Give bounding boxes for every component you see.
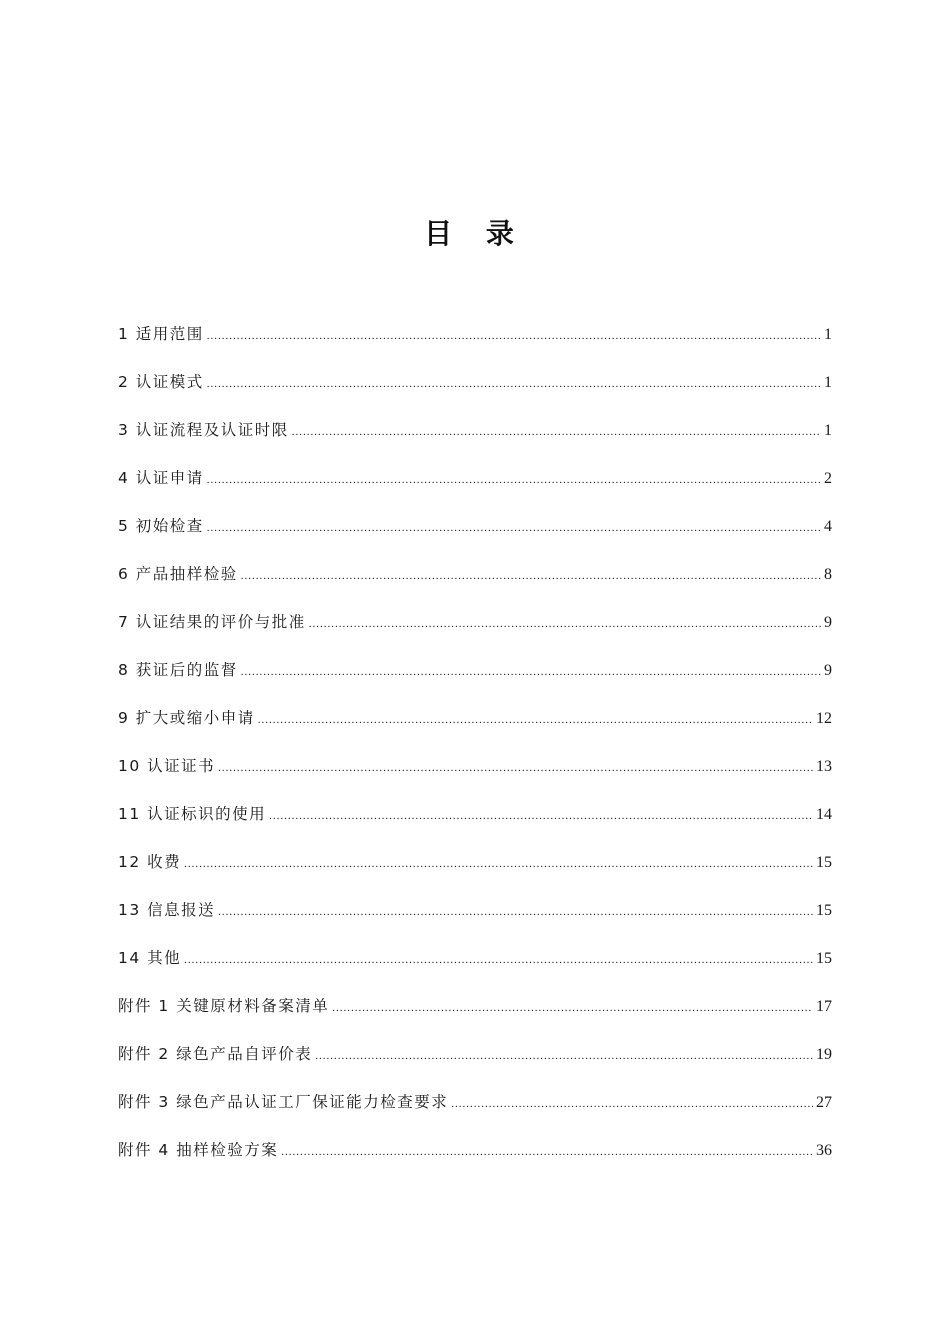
toc-entry-page: 1 — [824, 326, 832, 343]
toc-entry-label: 6 产品抽样检验 — [118, 565, 238, 583]
toc-entry-page: 9 — [824, 614, 832, 631]
toc-entry-label: 附件 2 绿色产品自评价表 — [118, 1045, 313, 1063]
toc-entry-page: 19 — [816, 1046, 832, 1063]
toc-dot-leader — [218, 750, 813, 786]
toc-entry-label: 12 收费 — [118, 853, 182, 871]
toc-entry-page: 27 — [816, 1094, 832, 1111]
toc-entry-page: 14 — [816, 806, 832, 823]
toc-entry-label: 5 初始检查 — [118, 517, 204, 535]
toc-entry-label: 10 认证证书 — [118, 757, 216, 775]
toc-entry-label: 9 扩大或缩小申请 — [118, 709, 255, 727]
toc-dot-leader — [309, 606, 821, 642]
toc-entry-page: 15 — [816, 950, 832, 967]
toc-entry-label: 2 认证模式 — [118, 373, 204, 391]
toc-entry[interactable] — [118, 556, 832, 604]
toc-entry-label: 附件 3 绿色产品认证工厂保证能力检查要求 — [118, 1093, 449, 1111]
toc-dot-leader — [207, 510, 821, 546]
toc-dot-leader — [241, 654, 821, 690]
toc-dot-leader — [332, 990, 813, 1026]
toc-dot-leader — [258, 702, 813, 738]
toc-dot-leader — [184, 846, 813, 882]
toc-entry[interactable] — [118, 652, 832, 700]
toc-entry-label: 8 获证后的监督 — [118, 661, 238, 679]
toc-dot-leader — [292, 414, 821, 450]
toc-dot-leader — [184, 942, 813, 978]
toc-dot-leader — [241, 558, 821, 594]
toc-dot-leader — [207, 366, 821, 402]
toc-entry[interactable] — [118, 796, 832, 844]
toc-list — [118, 316, 832, 1180]
toc-entry[interactable] — [118, 748, 832, 796]
toc-entry-label: 附件 1 关键原材料备案清单 — [118, 997, 330, 1015]
toc-entry-page: 15 — [816, 902, 832, 919]
toc-entry[interactable] — [118, 460, 832, 508]
toc-entry[interactable] — [118, 1084, 832, 1132]
toc-entry[interactable] — [118, 508, 832, 556]
toc-entry[interactable] — [118, 940, 832, 988]
toc-entry-label: 附件 4 抽样检验方案 — [118, 1141, 279, 1159]
toc-dot-leader — [207, 462, 821, 498]
toc-entry-label: 3 认证流程及认证时限 — [118, 421, 289, 439]
toc-dot-leader — [451, 1086, 813, 1122]
toc-entry-label: 14 其他 — [118, 949, 182, 967]
toc-entry[interactable] — [118, 412, 832, 460]
toc-entry[interactable] — [118, 1036, 832, 1084]
toc-entry-page: 1 — [824, 374, 832, 391]
toc-entry[interactable] — [118, 892, 832, 940]
toc-entry-page: 12 — [816, 710, 832, 727]
toc-entry-label: 1 适用范围 — [118, 325, 204, 343]
toc-dot-leader — [218, 894, 813, 930]
toc-dot-leader — [281, 1134, 813, 1170]
toc-entry-label: 11 认证标识的使用 — [118, 805, 267, 823]
toc-entry[interactable] — [118, 844, 832, 892]
toc-entry-page: 17 — [816, 998, 832, 1015]
toc-entry[interactable] — [118, 1132, 832, 1180]
toc-entry-page: 8 — [824, 566, 832, 583]
toc-dot-leader — [207, 318, 821, 354]
toc-entry[interactable] — [118, 988, 832, 1036]
toc-entry[interactable] — [118, 364, 832, 412]
toc-entry-label: 4 认证申请 — [118, 469, 204, 487]
toc-entry[interactable] — [118, 700, 832, 748]
toc-entry-label: 13 信息报送 — [118, 901, 216, 919]
toc-entry-label: 7 认证结果的评价与批准 — [118, 613, 306, 631]
toc-dot-leader — [269, 798, 813, 834]
toc-entry-page: 13 — [816, 758, 832, 775]
toc-entry[interactable] — [118, 604, 832, 652]
toc-entry-page: 15 — [816, 854, 832, 871]
toc-entry-page: 1 — [824, 422, 832, 439]
toc-dot-leader — [315, 1038, 813, 1074]
toc-entry-page: 9 — [824, 662, 832, 679]
toc-title: 目 录 — [424, 217, 526, 250]
toc-entry[interactable] — [118, 316, 832, 364]
toc-entry-page: 36 — [816, 1142, 832, 1159]
toc-entry-page: 4 — [824, 518, 832, 535]
toc-entry-page: 2 — [824, 470, 832, 487]
